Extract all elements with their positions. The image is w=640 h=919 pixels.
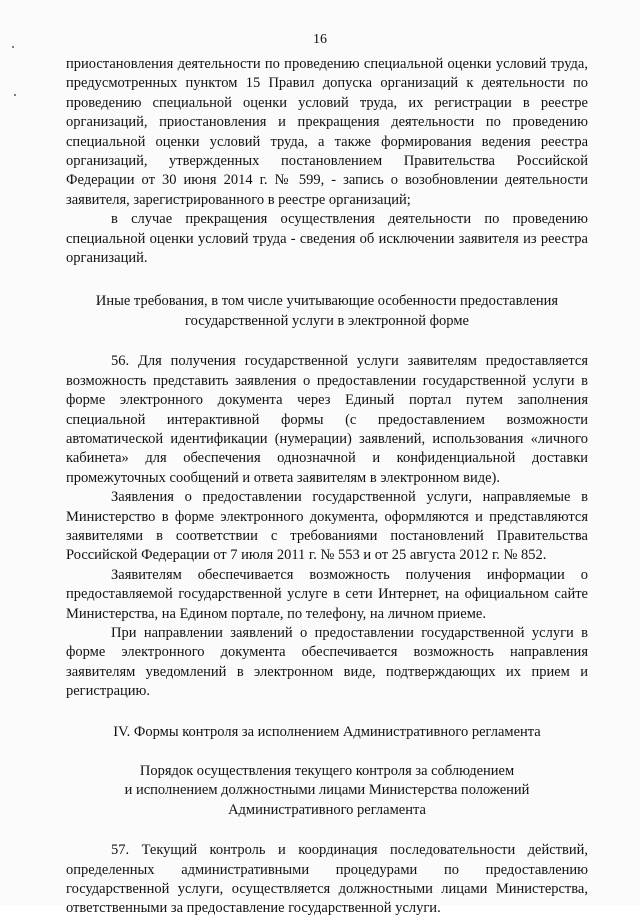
paragraph-56-information: Заявителям обеспечивается возможность получения информации о предоставляемой государственной услуге в сети Интернет, на официальном сайте Министерства, на Едином портале, по телефону, на личном приеме. xyxy=(66,566,588,622)
heading-other-requirements: Иные требования, в том числе учитывающие особенности предоставления государственной услуги в электронной форме xyxy=(95,293,559,329)
paragraph-56: 56. Для получения государственной услуги заявителям предоставляется возможность представить заявления о предоставлении государственной услуги в форме электронного документа через Единый портал путем заполнения специальной интерактивной формы (с предоставлением возможности автоматической идентификации (нумерации) заявлений, использования «личного кабинета» для обеспечения однозначной и конфиденциальной доставки промежуточных сообщений и ответа заявителям в электронном виде). xyxy=(66,353,588,486)
subheading-current-control xyxy=(66,762,588,820)
paragraph-continuation: приостановления деятельности по проведению специальной оценки условий труда, предусмотренных пунктом 15 Правил допуска организаций к деятельности по проведению специальной оценки условий труда, их регистрации в реестре организаций, приостановления и прекращения деятельности по проведению специальной оценки условий труда, а также формирования ведения реестра организаций, утвержденных постановлением Правительства Российской Федерации от 30 июня 2014 г. № 599, - запись о возобновлении деятельности заявителя, зарегистрированного в реестре организаций; xyxy=(66,56,588,208)
paragraph-termination: в случае прекращения осуществления деятельности по проведению специальной оценки условий труда - сведения об исключении заявителя из реестра организаций. xyxy=(66,211,588,267)
section-heading-iv: IV. Формы контроля за исполнением Административного регламента xyxy=(113,723,541,740)
subheading-line: и исполнением должностными лицами Министерства положений xyxy=(124,782,530,799)
page-number: 16 xyxy=(313,32,327,47)
subheading-line: Административного регламента xyxy=(228,801,426,818)
paragraph-56-applications: Заявления о предоставлении государственной услуги, направляемые в Министерство в форме электронного документа, оформляются и представляются заявителями в соответствии с требованиями постановлений Правительства Российской Федерации от 7 июля 2011 г. № 553 и от 25 августа 2012 г. № 852. xyxy=(66,489,588,564)
paragraph-56-notifications: При направлении заявлений о предоставлении государственной услуги в форме электронного документа обеспечивается возможность направления заявителям уведомлений в электронном виде, подтверждающих их прием и регистрацию. xyxy=(66,624,588,700)
page-content xyxy=(66,55,588,919)
paragraph-57: 57. Текущий контроль и координация последовательности действий, определенных административными процедурами по предоставлению государственной услуги, осуществляется должностными лицами Министерства, ответственными за предоставление государственной услуги. xyxy=(66,842,588,917)
subheading-line: Порядок осуществления текущего контроля за соблюдением xyxy=(139,763,515,779)
scan-speck xyxy=(12,46,14,48)
scan-speck xyxy=(14,94,16,96)
